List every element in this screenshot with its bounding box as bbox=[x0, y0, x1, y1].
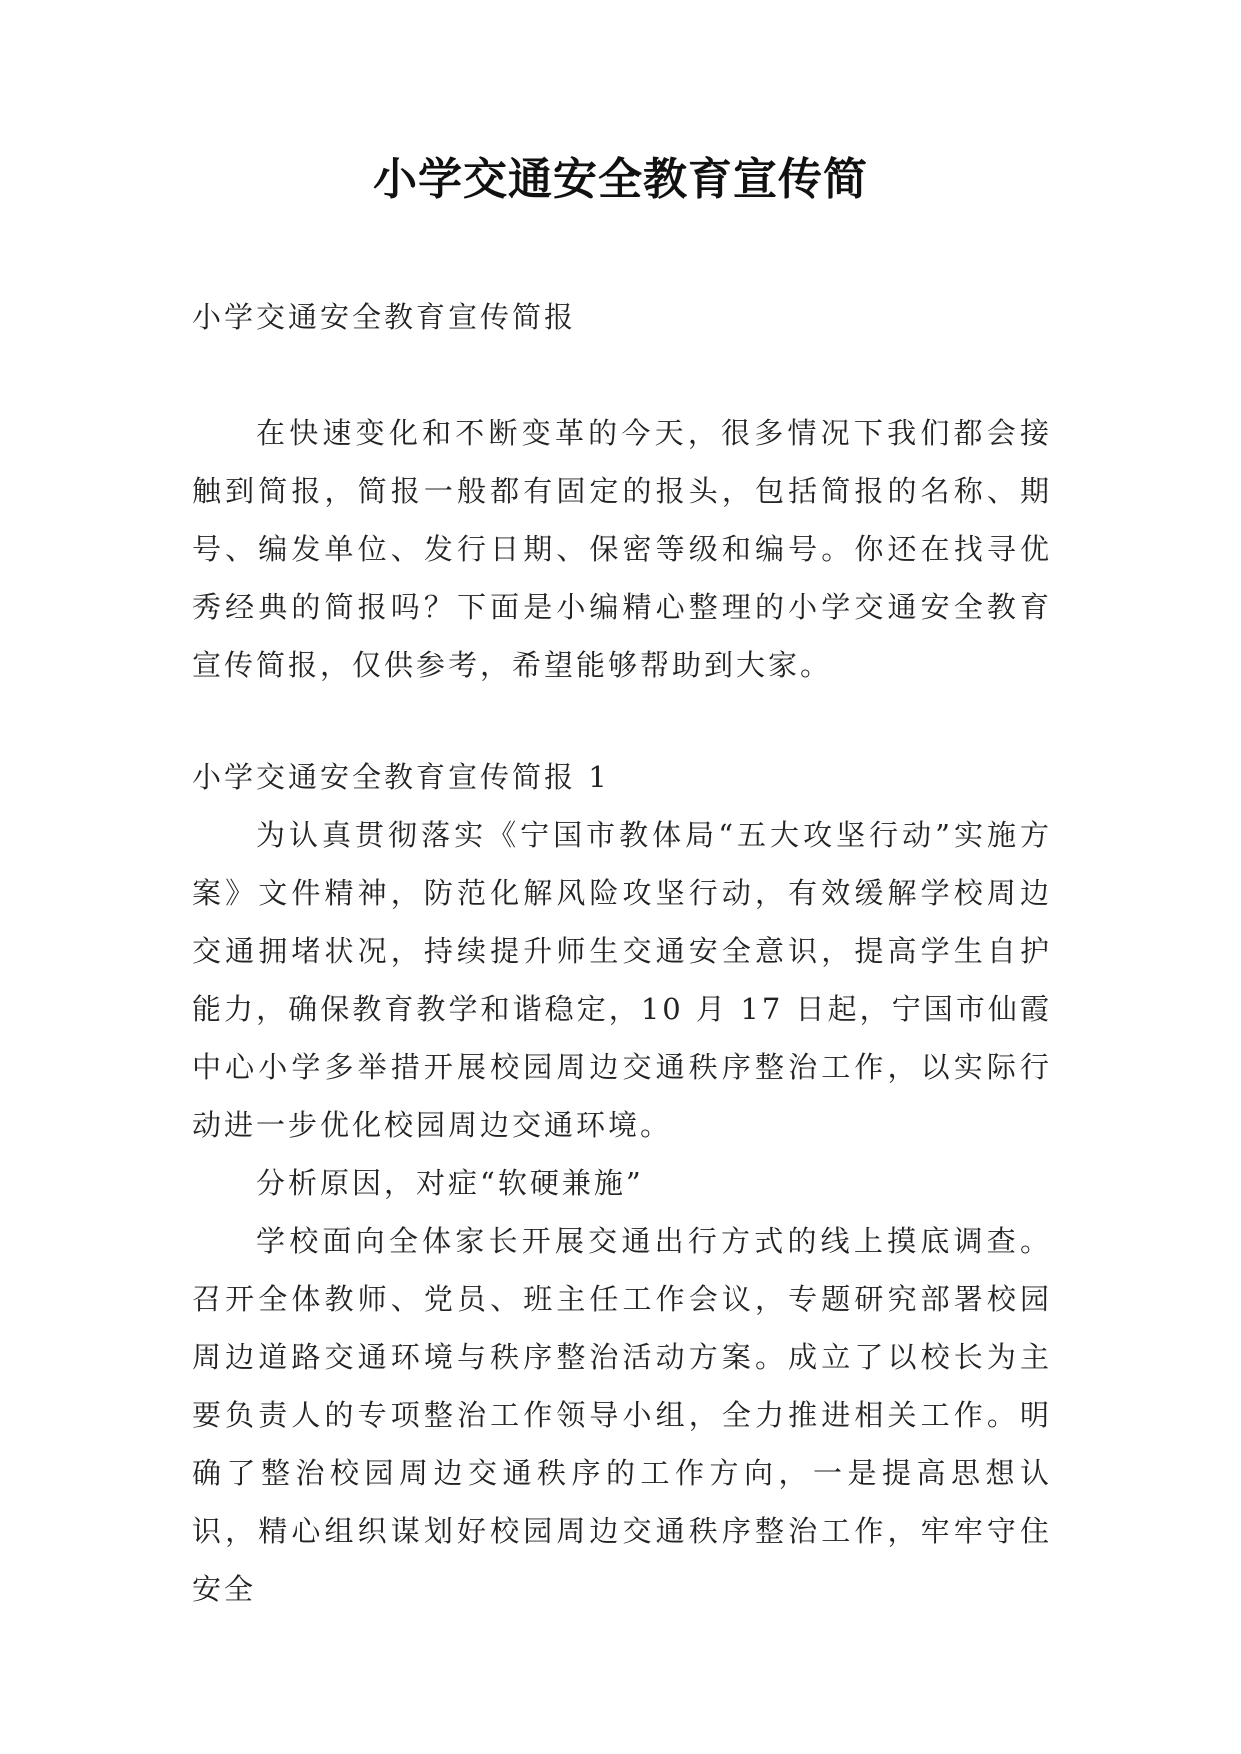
document-subtitle: 小学交通安全教育宣传简报 bbox=[192, 300, 577, 334]
section-heading: 小学交通安全教育宣传简报 1 bbox=[192, 760, 610, 794]
intro-paragraph: 在快速变化和不断变革的今天，很多情况下我们都会接触到简报，简报一般都有固定的报头，包括简报的名称、期号、编发单位、发行日期、保密等级和编号。你还在找寻优秀经典的简报吗？下面是小编精心整理的小学交通安全教育宣传简报，仅供参考，希望能够帮助到大家。 bbox=[192, 416, 1052, 682]
body-paragraph-1: 为认真贯彻落实《宁国市教体局“五大攻坚行动”实施方案》文件精神，防范化解风险攻坚行动，有效缓解学校周边交通拥堵状况，持续提升师生交通安全意识，提高学生自护能力，确保教育教学和谐稳定，10 月 17 日起，宁国市仙霞中心小学多举措开展校园周边交通秩序整治工作，以实际行动进一步优化校园周边交通环境。 bbox=[192, 818, 1052, 1142]
body-paragraph-2: 学校面向全体家长开展交通出行方式的线上摸底调查。召开全体教师、党员、班主任工作会议，专题研究部署校园周边道路交通环境与秩序整治活动方案。成立了以校长为主要负责人的专项整治工作领导小组，全力推进相关工作。明确了整治校园周边交通秩序的工作方向，一是提高思想认识，精心组织谋划好校园周边交通秩序整治工作，牢牢守住安全 bbox=[192, 1224, 1052, 1606]
document-title: 小学交通安全教育宣传简 bbox=[373, 154, 868, 205]
analysis-heading: 分析原因，对症“软硬兼施” bbox=[256, 1166, 644, 1200]
